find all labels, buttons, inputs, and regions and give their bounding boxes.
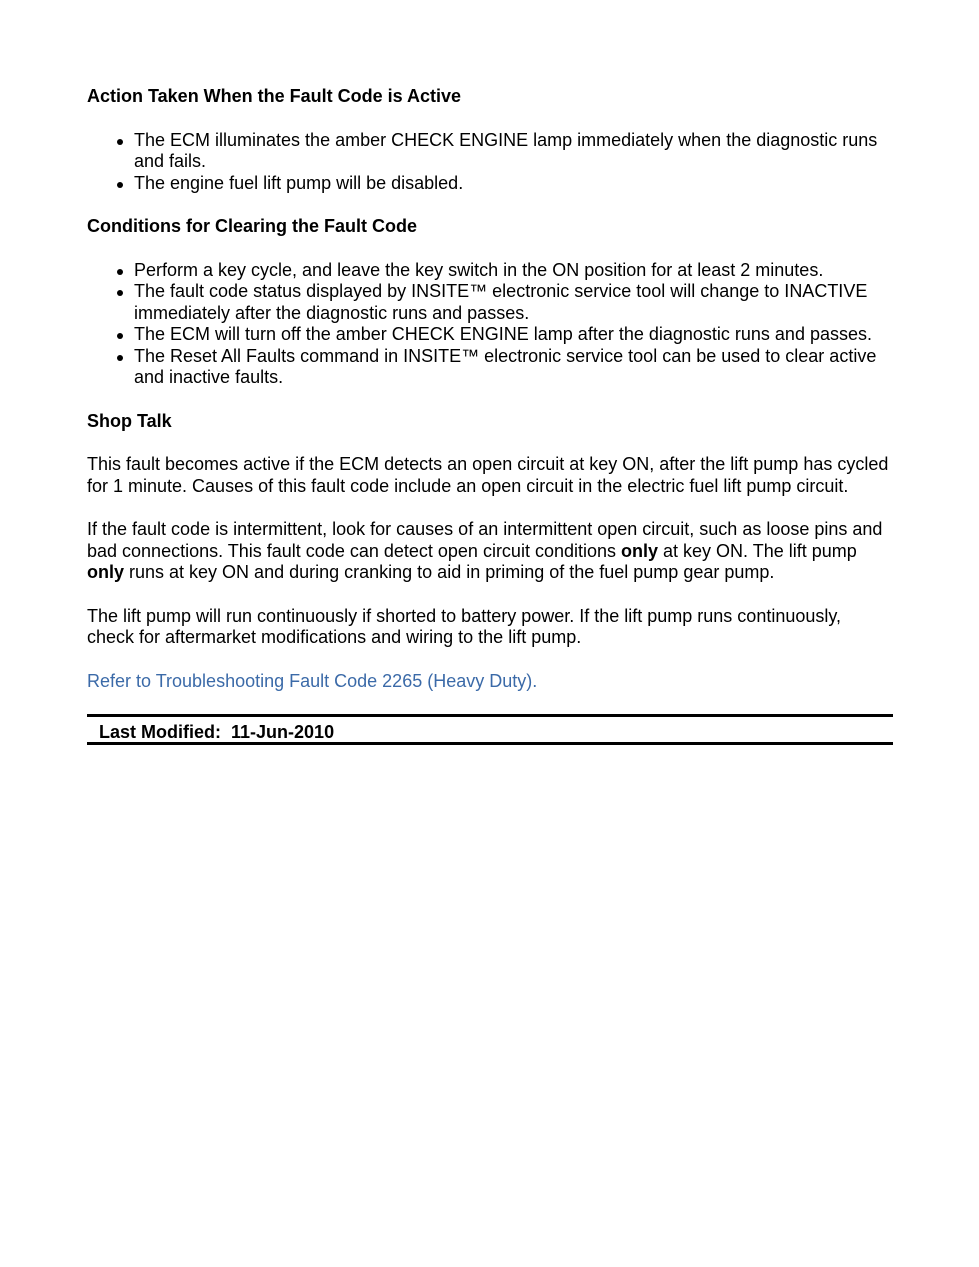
list-item: The ECM will turn off the amber CHECK ENGINE lamp after the diagnostic runs and passes. xyxy=(134,324,893,346)
bullet-list xyxy=(87,130,893,195)
section-heading: Action Taken When the Fault Code is Active xyxy=(87,86,462,106)
list-item: Perform a key cycle, and leave the key switch in the ON position for at least 2 minutes. xyxy=(134,260,893,282)
emphasis-only: only xyxy=(87,562,125,582)
text-run: runs at key ON and during cranking to aid in priming of the fuel pump gear pump. xyxy=(124,562,775,582)
emphasis-only: only xyxy=(621,540,659,561)
list-item: The fault code status displayed by INSITE™ electronic service tool will change to INACTIVE immediately after the diagnostic runs and passes. xyxy=(134,281,893,324)
reference-paragraph xyxy=(87,671,893,693)
list-item: The Reset All Faults command in INSITE™ electronic service tool can be used to clear active and inactive faults. xyxy=(134,346,893,389)
text-run: If the fault code is intermittent, look for causes of an intermittent open circuit, such as loose pins and bad connections. This fault code can detect open circuit conditions xyxy=(87,519,883,561)
section-clearing-conditions xyxy=(87,216,893,389)
list-item: The engine fuel lift pump will be disabled. xyxy=(134,173,893,195)
shop-talk-paragraph-2 xyxy=(87,519,893,584)
reference-link[interactable]: Refer to Troubleshooting Fault Code 2265 (Heavy Duty). xyxy=(87,670,538,691)
shop-talk-paragraph-1: This fault becomes active if the ECM detects an open circuit at key ON, after the lift pump has cycled for 1 minute. Causes of this fault code include an open circuit in the electric fuel lift pump circuit. xyxy=(87,454,889,496)
shop-talk-paragraph-3: The lift pump will run continuously if shorted to battery power. If the lift pump runs continuously, check for aftermarket modifications and wiring to the lift pump. xyxy=(87,605,842,647)
section-action-taken xyxy=(87,86,893,194)
bullet-list xyxy=(87,260,893,389)
section-heading: Shop Talk xyxy=(87,410,172,431)
text-run: at key ON. The lift pump xyxy=(658,540,857,561)
section-heading: Conditions for Clearing the Fault Code xyxy=(87,216,417,236)
last-modified-bar xyxy=(87,714,893,745)
list-item: The ECM illuminates the amber CHECK ENGINE lamp immediately when the diagnostic runs and fails. xyxy=(134,130,893,173)
last-modified-date: 11-Jun-2010 xyxy=(231,722,335,742)
section-shop-talk xyxy=(87,411,893,693)
last-modified-label: Last Modified: xyxy=(99,722,221,742)
document-page xyxy=(87,86,893,745)
